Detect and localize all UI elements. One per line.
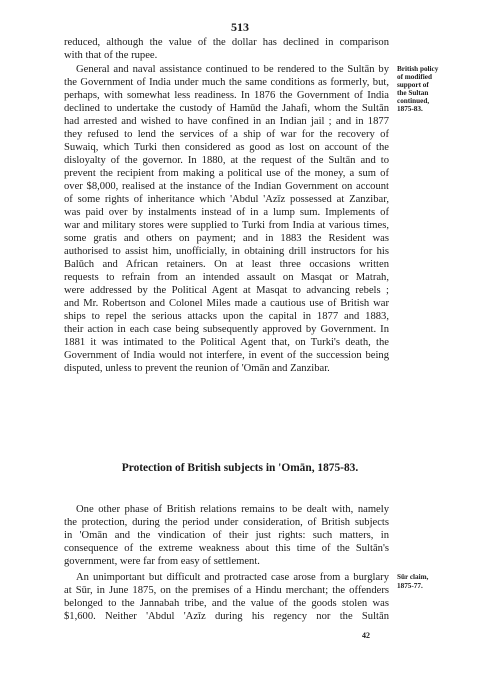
text-line: $1,600. Neither 'Abdul 'Azīz during his regency nor the Sultān [64,611,389,622]
text-line: Government of India would not interfere, in event of the succession being [64,350,389,361]
marginal-line: support of [397,81,429,89]
signature-mark: 42 [362,631,370,640]
text-line: in 'Omān and the vindication of their just rights: such matters, in [64,530,389,541]
text-line: requests to refrain from an intended assault on Masqat or Matrah, [64,272,389,283]
marginal-line: Sūr claim, [397,573,429,581]
text-line: An unimportant but difficult and protracted case arose from a burglary [76,572,389,583]
marginal-line: continued, [397,97,430,105]
marginal-line: of modified [397,73,432,81]
text-line: at Sūr, in June 1875, on the premises of a Hindu merchant; the offenders [64,585,389,596]
text-line: belonged to the Jannabah tribe, and the value of the goods stolen was [64,598,389,609]
text-line: over $8,000, realised at the instance of the Indian Government on account [64,181,389,192]
text-line: government, were far from easy of settlement. [64,556,260,567]
text-line: were addressed by the Political Agent at Masqat to advancing rebels ; [64,285,389,296]
marginal-line: 1875-77. [397,582,423,590]
text-line: 1881 it was intimated to the Political Agent that, on Turki's death, the [64,337,389,348]
page-number: 513 [231,20,249,34]
text-line: and Mr. Robertson and Colonel Miles made a cautious use of British war [64,298,389,309]
text-line: was paid over by instalments instead of in a lump sum. Implements of [64,207,389,218]
text-line: consequence of the extreme weakness about this time of the Sultān's [64,543,389,554]
marginal-line: the Sultan [397,89,429,97]
text-line: General and naval assistance continued to be rendered to the Sultān by [76,64,389,75]
text-line: disputed, unless to prevent the reunion of 'Omān and Zanzibar. [64,363,330,374]
text-line: disloyalty of the governor. In 1880, at the request of the Sultān and to [64,155,389,166]
text-line: reduced, although the value of the dollar has declined in comparison [64,37,389,48]
text-line: they refused to lend the services of a ship of war for the recovery of [64,129,389,140]
text-line: the protection, during the period under consideration, of British subjects [64,517,389,528]
text-line: authorised to assist him, unofficially, in obtaining drill instructors for his [64,246,389,257]
text-line: had arrested and wished to have confined in an Indian jail ; and in 1877 [64,116,389,127]
marginal-line: British policy [397,65,439,73]
text-line: the Government of India under much the same conditions as formerly, but, [64,77,389,88]
text-line: perhaps, with somewhat less readiness. In 1876 the Government of India [64,90,389,101]
section-heading: Protection of British subjects in 'Omān, 1875-83. [121,462,359,474]
text-line: some gratis and others on payment; and in 1883 the Resident was [64,233,389,244]
text-line: Suwaiq, which Turki then considered as good as lost on account of the [64,142,389,153]
text-line: ships to repel the serious attacks upon the capital in 1877 and 1883, [64,311,389,322]
text-line: with that of the rupee. [64,50,158,61]
text-line: of some rights of inheritance which 'Abdul 'Azīz possessed at Zanzibar, [64,194,389,205]
text-line: One other phase of British relations remains to be dealt with, namely [76,504,389,515]
text-line: prevent the recipient from making a political use of the money, a sum of [64,168,389,179]
text-line: war and military stores were supplied to Turki from India at various times, [64,220,389,231]
text-line: declined to undertake the custody of Hamūd the Jahafi, whom the Sultān [64,103,389,114]
text-line: their action in each case being subsequently approved by Government. In [64,324,389,335]
marginal-line: 1875-83. [397,105,423,113]
text-line: Balūch and African retainers. On at least three occasions written [64,259,389,270]
